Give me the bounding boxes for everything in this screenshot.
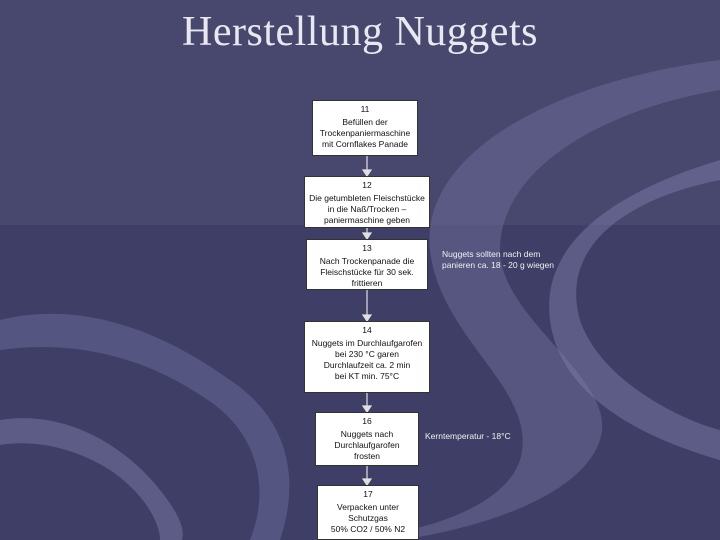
step-number: 12 (362, 180, 372, 190)
step-17-box (317, 485, 419, 540)
step-number: 16 (362, 416, 372, 426)
step-11-box (312, 100, 418, 156)
step-number: 13 (362, 243, 372, 253)
step-14-box (304, 321, 430, 393)
weight-note: Nuggets sollten nach dem panieren ca. 18 - 20 g wiegen (442, 249, 554, 270)
step-12-box (304, 176, 430, 228)
step-text: Nuggets im Durchlaufgarofen bei 230 °C garen Durchlaufzeit ca. 2 min bei KT min. 75°C (311, 338, 423, 381)
step-text: Nuggets nach Durchlaufgarofen frosten (334, 429, 400, 461)
step-number: 17 (363, 489, 373, 499)
core-temperature-note: Kerntemperatur - 18°C (425, 431, 511, 441)
step-text: Verpacken unter Schutzgas 50% CO2 / 50% N2 (330, 502, 406, 534)
step-text: Befüllen der Trockenpaniermaschine mit Cornflakes Panade (319, 117, 411, 149)
step-text: Die getumbleten Fleischstücke in die Naß/Trocken – paniermaschine geben (309, 193, 425, 225)
step-16-box (315, 412, 419, 466)
slide-title: Herstellung Nuggets (182, 9, 538, 55)
step-13-box (306, 239, 428, 290)
step-number: 14 (362, 325, 372, 335)
step-text: Nach Trockenpanade die Fleischstücke für 30 sek. frittieren (319, 256, 415, 288)
step-number: 11 (360, 104, 370, 114)
